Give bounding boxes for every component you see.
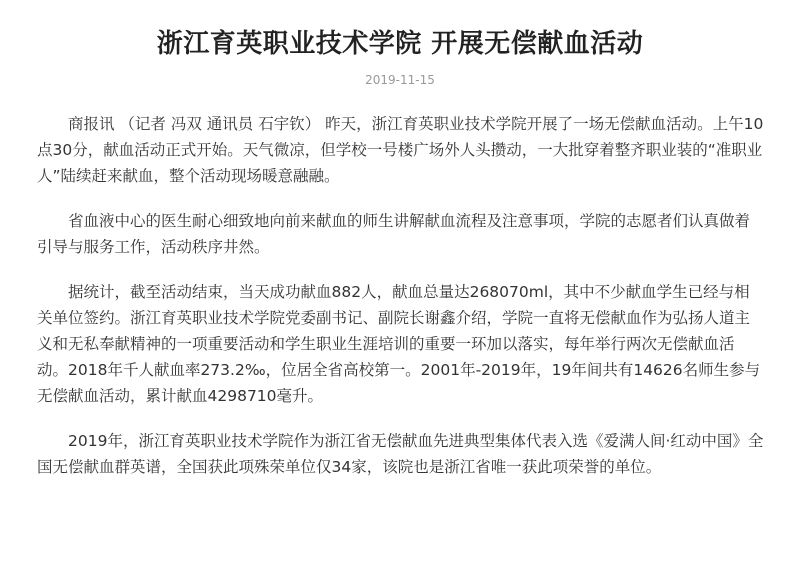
article-title: 浙江育英职业技术学院 开展无偿献血活动 [156,29,644,59]
article-body [37,111,765,499]
paragraph-1: 商报讯 （记者 冯双 通讯员 石宇钦） 昨天，浙江育英职业技术学院开展了一场无偿献血活动。上午10点30分，献血活动正式开始。天气微凉，但学校一号楼广场外人头攒动，一大批穿着整齐职业装的“准职业人”陆续赶来献血，整个活动现场暖意融融。 [37,115,764,185]
publish-date: 2019-11-15 [365,73,435,87]
paragraph-2: 省血液中心的医生耐心细致地向前来献血的师生讲解献血流程及注意事项，学院的志愿者们认真做着引导与服务工作，活动秩序井然。 [37,212,751,256]
paragraph-4: 2019年，浙江育英职业技术学院作为浙江省无偿献血先进典型集体代表入选《爱满人间·红动中国》全国无偿献血群英谱，全国获此项殊荣单位仅34家，该院也是浙江省唯一获此项荣誉的单位。 [37,432,764,476]
paragraph-3: 据统计，截至活动结束，当天成功献血882人，献血总量达268070ml，其中不少献血学生已经与相关单位签约。浙江育英职业技术学院党委副书记、副院长谢鑫介绍，学院一直将无偿献血作为弘扬人道主义和无私奉献精神的一项重要活动和学生职业生涯培训的重要一环加以落实，每年举行两次无偿献血活动。2018年千人献血率273.2‰，位居全省高校第一。2001年-2019年，19年间共有14626名师生参与无偿献血活动，累计献血4298710毫升。 [37,283,761,405]
